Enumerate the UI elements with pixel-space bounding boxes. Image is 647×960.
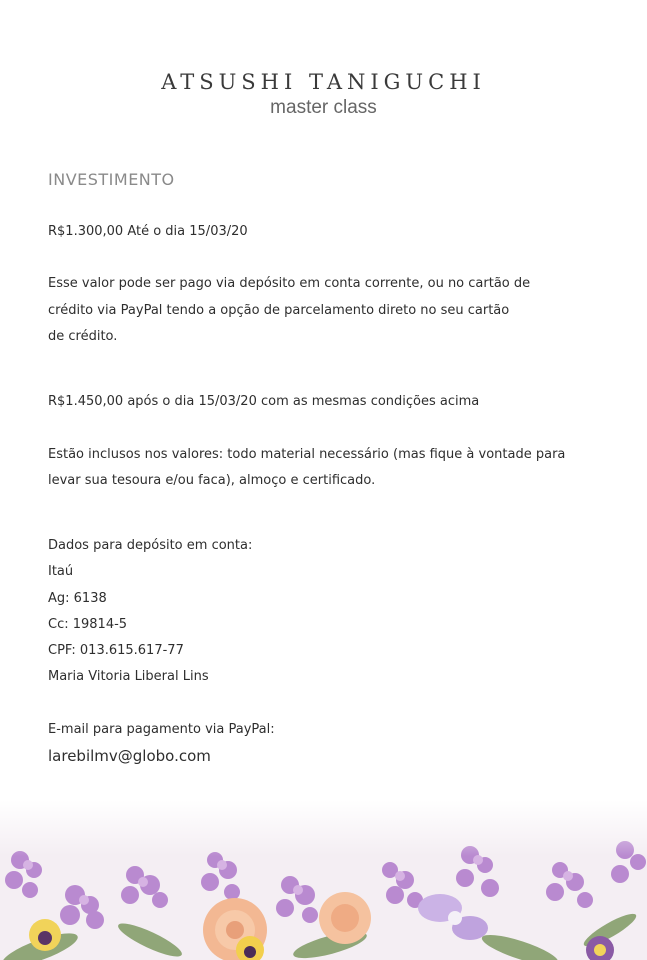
- payment-info-line: de crédito.: [48, 328, 118, 344]
- flower-border-image: [0, 800, 647, 960]
- payment-info-line: crédito via PayPal tendo a opção de parcelamento direto no seu cartão: [48, 302, 510, 318]
- deposit-cpf: CPF: 013.615.617-77: [48, 642, 184, 658]
- section-title: INVESTIMENTO: [48, 170, 175, 189]
- deposit-agency: Ag: 6138: [48, 590, 107, 606]
- deposit-heading: Dados para depósito em conta:: [48, 538, 253, 554]
- price-early: [48, 219, 628, 245]
- price-early-text: R$1.300,00 Até o dia 15/03/20: [48, 224, 248, 239]
- brand-name: ATSUSHI TANIGUCHI: [161, 70, 486, 94]
- deposit-holder: Maria Vitoria Liberal Lins: [48, 669, 209, 685]
- included-line: Estão inclusos nos valores: todo material necessário (mas fique à vontade para: [48, 446, 566, 462]
- payment-info-line: Esse valor pode ser pago via depósito em conta corrente, ou no cartão de: [48, 276, 531, 292]
- brand-subtitle: master class: [270, 97, 377, 118]
- price-late-text: R$1.450,00 após o dia 15/03/20 com as mesmas condições acima: [48, 394, 480, 410]
- deposit-bank: Itaú: [48, 564, 74, 580]
- deposit-details: [48, 533, 628, 690]
- paypal-email[interactable]: larebilmv@globo.com: [48, 746, 211, 765]
- content: [48, 167, 628, 848]
- included-line: levar sua tesoura e/ou faca), almoço e certificado.: [48, 472, 376, 488]
- paypal-label: E-mail para pagamento via PayPal:: [48, 721, 275, 737]
- paypal-info: [48, 717, 628, 769]
- flower-illustration: [0, 800, 647, 960]
- header: [0, 68, 647, 120]
- price-late: [48, 389, 628, 415]
- deposit-account: Cc: 19814-5: [48, 616, 128, 632]
